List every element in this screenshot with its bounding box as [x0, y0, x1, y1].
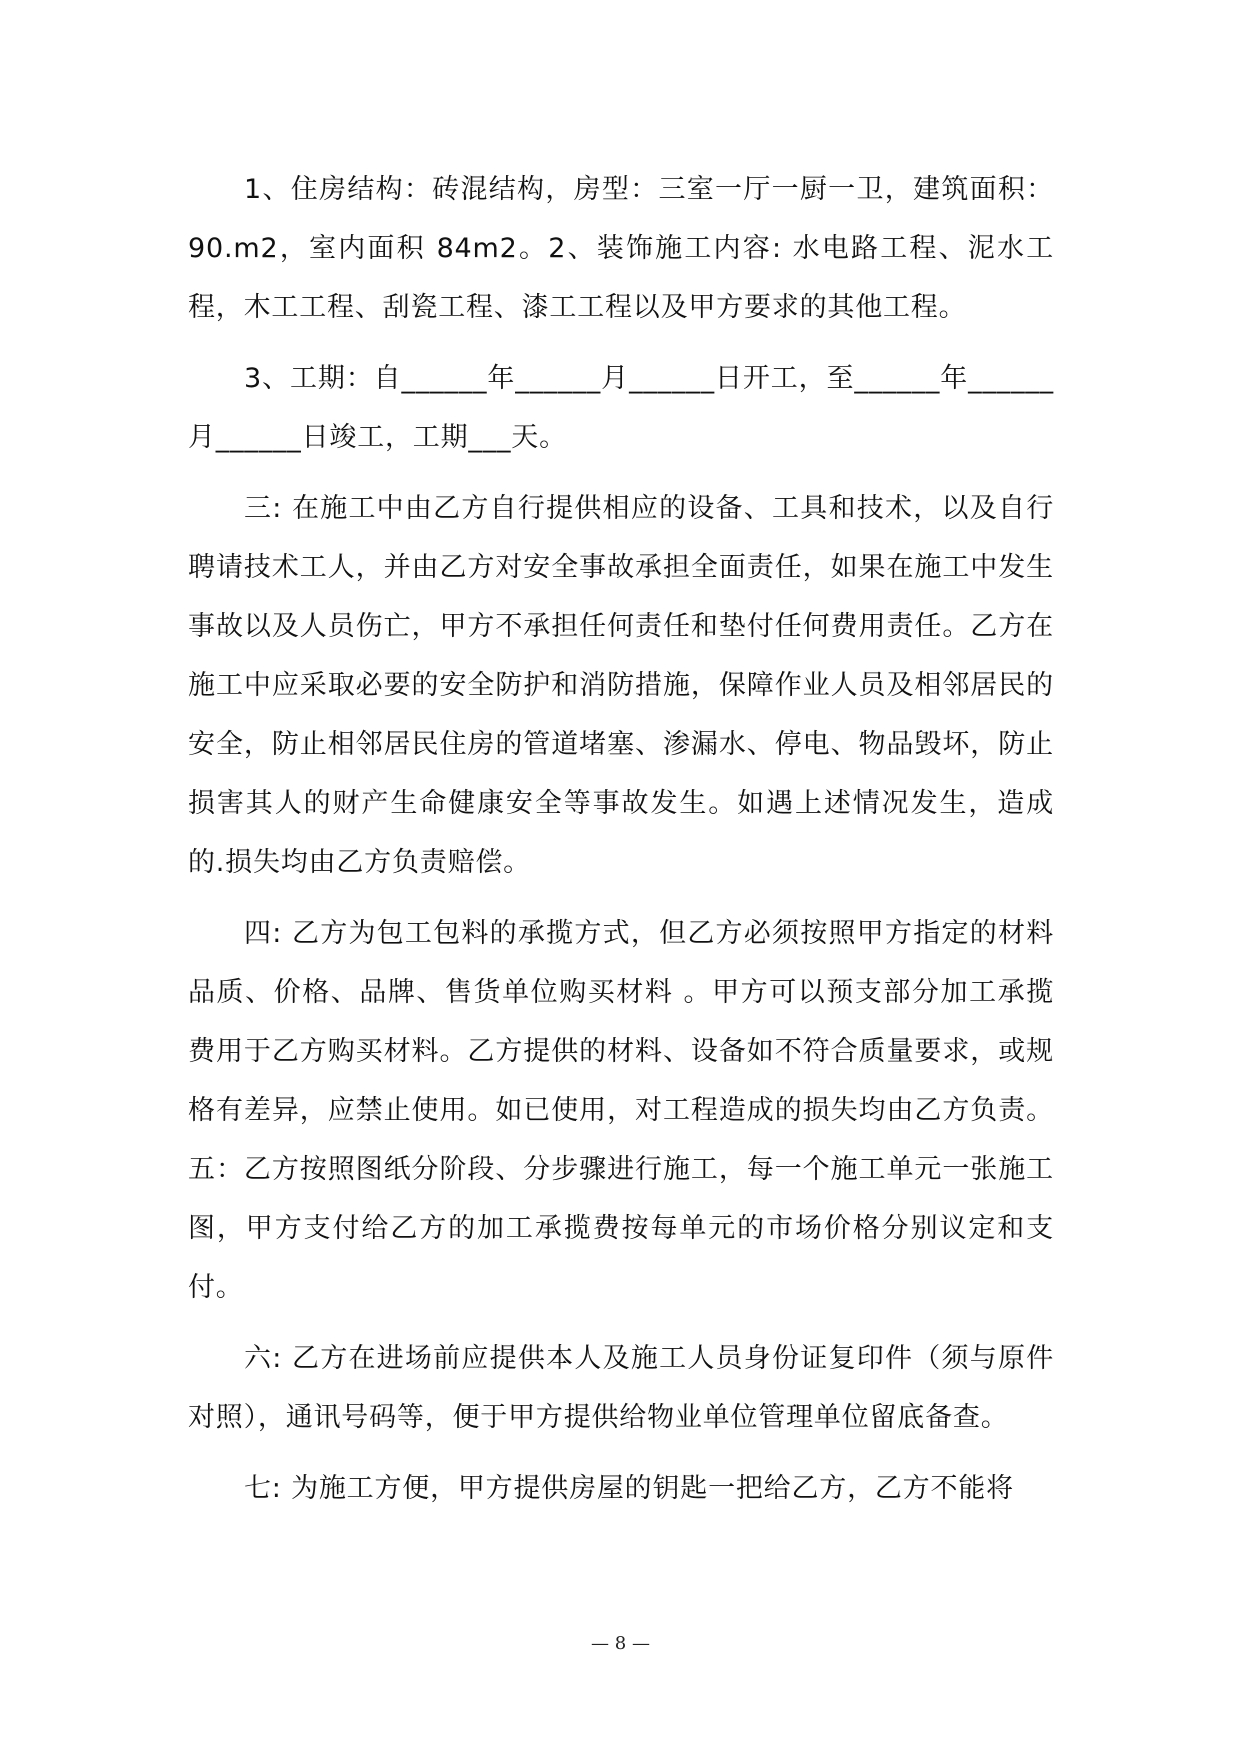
paragraph-clause-seven: 七: 为施工方便，甲方提供房屋的钥匙一把给乙方，乙方不能将 — [244, 1473, 1014, 1504]
paragraph-housing-structure: 1、住房结构：砖混结构，房型：三室一厅一厨一卫，建筑面积：90.m2，室内面积 84m2。2、装饰施工内容: 水电路工程、泥水工程，木工工程、刮瓷工程、漆工工程以及甲方要求的其他工程。 — [188, 174, 1054, 323]
paragraph-clause-three: 三: 在施工中由乙方自行提供相应的设备、工具和技术，以及自行聘请技术工人，并由乙方对安全事故承担全面责任，如果在施工中发生事故以及人员伤亡，甲方不承担任何责任和垫付任何费用责任。乙方在施工中应采取必要的安全防护和消防措施，保障作业人员及相邻居民的安全，防止相邻居民住房的管道堵塞、渗漏水、停电、物品毁坏，防止损害其人的财产生命健康安全等事故发生。如遇上述情况发生，造成的.损失均由乙方负责赔偿。 — [188, 493, 1054, 878]
document-body — [188, 160, 1054, 1518]
page-number: — 8 — — [591, 1633, 650, 1654]
paragraph-construction-period: 3、工期：自______年______月______日开工，至______年______月______日竣工，工期___天。 — [188, 363, 1054, 453]
paragraph-clause-four-five: 四: 乙方为包工包料的承揽方式，但乙方必须按照甲方指定的材料品质、价格、品牌、售货单位购买材料 。甲方可以预支部分加工承揽费用于乙方购买材料。乙方提供的材料、设备如不符合质量要求，或规格有差异，应禁止使用。如已使用，对工程造成的损失均由乙方负责。 五：乙方按照图纸分阶段、分步骤进行施工，每一个施工单元一张施工图，甲方支付给乙方的加工承揽费按每单元的市场价格分别议定和支付。 — [188, 918, 1054, 1303]
paragraph-clause-six: 六: 乙方在进场前应提供本人及施工人员身份证复印件（须与原件对照），通讯号码等，便于甲方提供给物业单位管理单位留底备查。 — [188, 1343, 1054, 1433]
